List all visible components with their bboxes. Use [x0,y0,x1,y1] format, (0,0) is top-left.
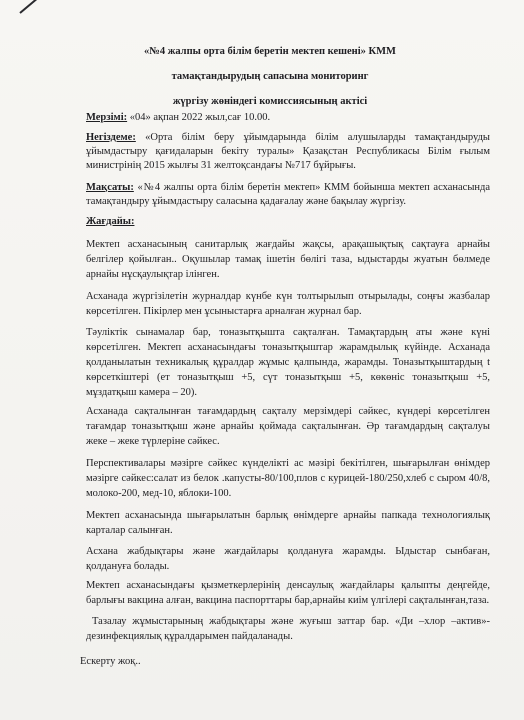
goal-value: «№4 жалпы орта білім беретін мектеп» КММ бойынша мектеп асханасында тамақтандыру ұйымдастыру саласына қадағалау және бақылау жүргізу. [86,182,490,207]
basis-paragraph [86,131,490,173]
paragraph-5: Перспективалары мәзірге сәйкес күнделікті ас мәзірі бекітілген, шығарылған өнімдер мәзірге сәйкес:салат из белок .капусты-80/100,плов с курицей-180/250,хлеб с сыром 40/8, молоко-200, мед-10, яблоки-100. [86,458,490,499]
header-line-3: жүргізу жөніндегі комиссиясының актісі [172,96,368,107]
basis-value: «Орта білім беру ұйымдарында білім алушыларды тамақтандыруды ұйымдастыру қағидаларын бекіту туралы» Қазақстан Республикасы Білім ғылым министрінің 2015 жылғы 31 желтоқсандағы №717 бұйрығы. [86,132,490,171]
paragraph-4: Асханада сақталынған тағамдардың сақталу мерзімдері сәйкес, күндері көрсетілген тағамдар тоназытқыш және арнайы қоймада сақталынған. Әр тағамдардың сақталуы жеке – жеке түрлеріне сәйкес. [86,406,490,447]
paragraph-7: Асхана жабдықтары және жағдайлары қолдануға жарамды. Ыдыстар сынбаған, қолдануға болады. [86,546,490,572]
paragraph-6: Мектеп асханасында шығарылатын барлық өнімдерге арнайы папкада технологиялық карталар салынған. [86,510,490,536]
basis-label: Негіздеме: [86,132,136,143]
note-line: Ескерту жоқ.. [80,656,141,667]
status-label: Жағдайы: [86,216,135,227]
goal-paragraph [86,181,490,209]
paragraph-8: Мектеп асханасындағы қызметкерлерінің денсаулық жағдайлары қалыпты деңгейде, барлығы вакцина алған, вакцина паспорттары бар,арнайы киім үлгілері сақталынған,таза. [86,580,490,606]
paragraph-9: Тазалау жұмыстарының жабдықтары және жуғыш заттар бар. «Ди –хлор –актив»- дезинфекциялық құралдарымен пайдаланады. [86,616,490,642]
pen-mark [19,0,43,14]
paragraph-3: Тәуліктік сынамалар бар, тоназытқышта сақталған. Тамақтардың аты және күні көрсетілген. Мектеп асханасындағы тоназытқыштар жарамдылық күйінде. Асханада қолданылатын техникалық құралдар жұмыс қалпында, жарамды. Тоназытқыштардың t көрсеткіштері (ет тоназытқыш +5, сүт тоназытқыш +5, көкөніс тоназытқыш +5, мұздатқыш камера – 20). [86,327,490,398]
date-value: «04» ақпан 2022 жыл,сағ 10.00. [127,112,271,123]
date-label: Мерзімі: [86,112,128,123]
paragraph-1: Мектеп асханасының санитарлық жағдайы жақсы, арақашықтық сақтауға арнайы белгілер қойылған.. Оқушылар тамақ ішетін бөлігі таза, ыдыстарды жуатын бөлмеде арнайы нұсқаулықтар ілінген. [86,239,490,280]
goal-label: Мақсаты: [86,182,134,193]
paragraph-2: Асханада жүргізілетін журналдар күнбе күн толтырылып отырылады, соңғы жазбалар көрсетілген. Пікірлер мен ұсыныстарға арналған журнал бар. [86,291,490,317]
header-line-1: «№4 жалпы орта білім беретін мектеп кешені» КММ [144,46,396,57]
status-heading [86,215,490,229]
header-line-2: тамақтандырудың сапасына мониторинг [171,71,369,82]
date-line [86,111,490,125]
